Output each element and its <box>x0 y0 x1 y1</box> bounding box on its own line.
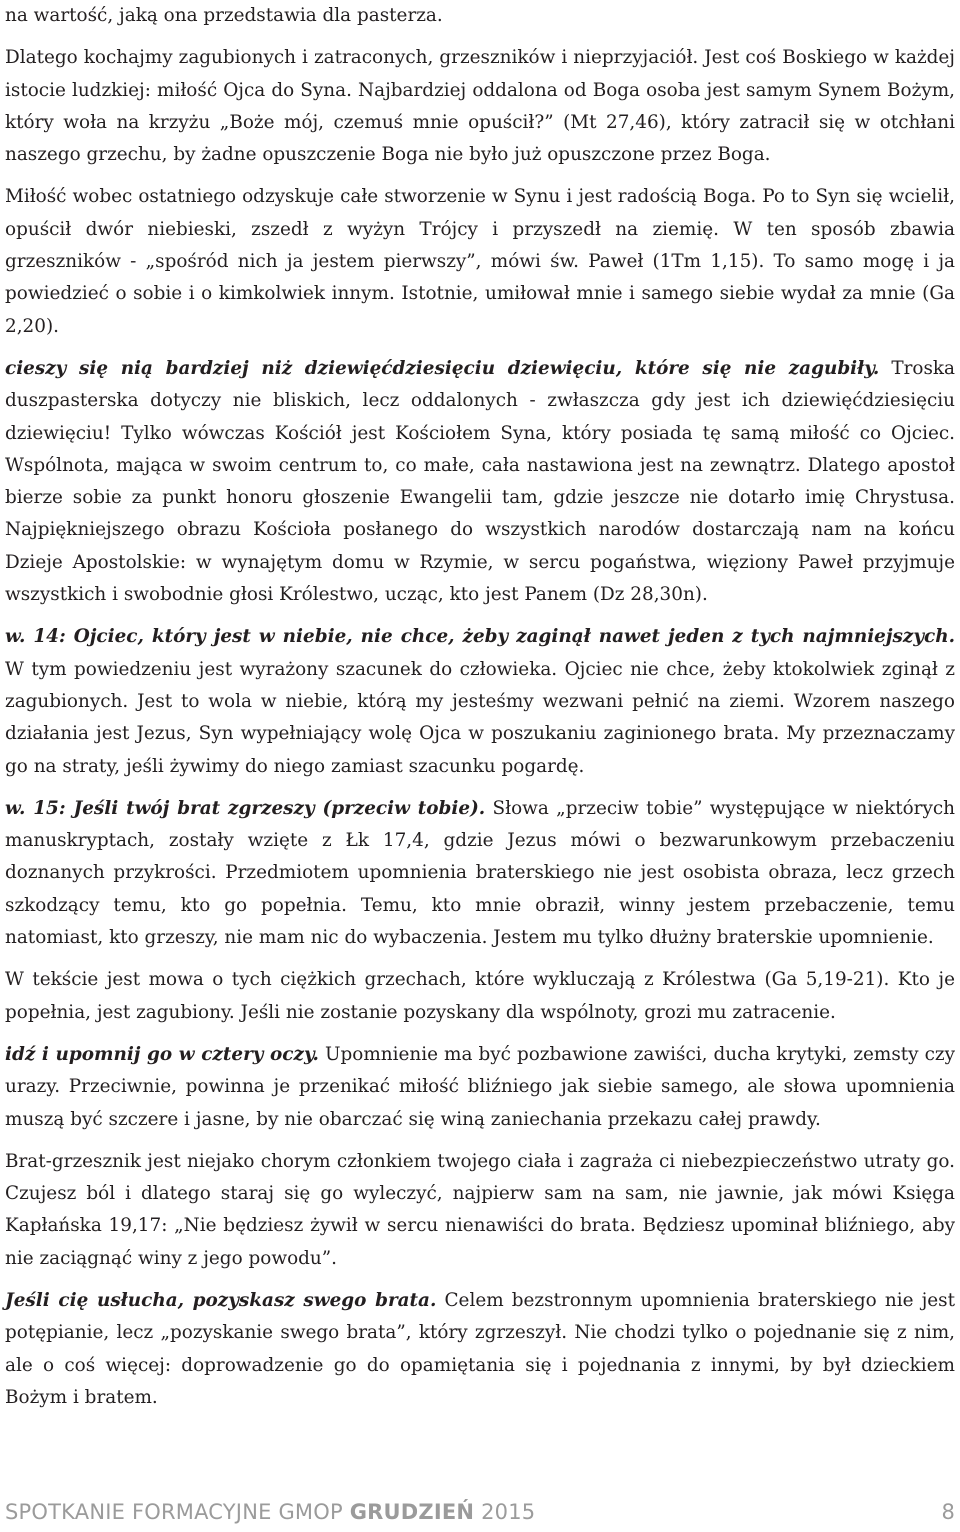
paragraph-lead: idź i upomnij go w cztery oczy. <box>5 1043 319 1065</box>
paragraph-text: Miłość wobec ostatniego odzyskuje całe stworzenie w Synu i jest radością Boga. Po to Syn się wcielił, opuścił dwór niebieski, zszedł z wyżyn Trójcy i przyszedł na ziemię. W ten sposób zbawia grzeszników - „spośród nich ja jestem pierwszy”, mówi św. Paweł (1Tm 1,15). To samo mogę i ja powiedzieć o sobie i o kimkolwiek innym. Istotnie, umiłował mnie i samego siebie wydał za mnie (Ga 2,20). <box>5 186 955 337</box>
paragraph <box>5 793 955 954</box>
paragraph <box>5 181 955 342</box>
paragraph-text: Troska duszpasterska dotyczy nie bliskich, lecz oddalonych - zwłaszcza gdy jest ich dziewięćdziesięciu dziewięciu! Tylko wówczas Kościół jest Kościołem Syna, który posiada tę samą miłość co Ojciec. Wspólnota, mająca w swoim centrum to, co małe, cała nastawiona jest na zewnątrz. Dlatego apostoł bierze sobie za punkt honoru głoszenie Ewangelii tam, gdzie jeszcze nie dotarło imię Chrystusa. Najpiękniejszego obrazu Kościoła posłanego do wszystkich narodów dostarczają nam na końcu Dzieje Apostolskie: w wynajętym domu w Rzymie, w sercu pogaństwa, więziony Paweł przyjmuje wszystkich i swobodnie głosi Królestwo, ucząc, kto jest Panem (Dz 28,30n). <box>5 357 955 606</box>
paragraph-lead: cieszy się nią bardziej niż dziewięćdziesięciu dziewięciu, które się nie zagubiły. <box>5 357 880 379</box>
paragraph-lead: Jeśli cię usłucha, pozyskasz swego brata. <box>5 1289 437 1311</box>
paragraph-text: na wartość, jaką ona przedstawia dla pasterza. <box>5 5 443 26</box>
paragraph-text: Celem bezstronnym upomnienia braterskiego nie jest potępianie, lecz „pozyskanie swego brata”, który zgrzeszył. Nie chodzi tylko o pojednanie się z nim, ale o coś więcej: doprowadzenie go do opamiętania się i pojednania z innymi, by był dzieckiem Bożym i bratem. <box>5 1289 955 1408</box>
paragraph <box>5 0 955 32</box>
paragraph <box>5 42 955 171</box>
paragraph-text: W tekście jest mowa o tych ciężkich grzechach, które wykluczają z Królestwa (Ga 5,19-21). Kto je popełnia, jest zagubiony. Jeśli nie zostanie pozyskany dla wspólnoty, grozi mu zatracenie. <box>5 969 955 1023</box>
paragraph-text: Upomnienie ma być pozbawione zawiści, ducha krytyki, zemsty czy urazy. Przeciwnie, powinna je przenikać miłość bliźniego jak siebie samego, ale słowa upomnienia muszą być szczere i jasne, by nie obarczać się winą zaniechania przekazu całej prawdy. <box>5 1043 955 1130</box>
paragraph-text: W tym powiedzeniu jest wyrażony szacunek do człowieka. Ojciec nie chce, żeby ktokolwiek zginął z zagubionych. Jest to wola w niebie, którą my jesteśmy wezwani pełnić na ziemi. Wzorem naszego działania jest Jezus, Syn wypełniający wolę Ojca w poszukaniu zaginionego brata. My przeznaczamy go na straty, jeśli żywimy do niego zamiast szacunku pogardę. <box>5 658 955 777</box>
paragraph-text: Słowa „przeciw tobie” występujące w niektórych manuskryptach, zostały wzięte z Łk 17,4, gdzie Jezus mówi o bezwarunkowym przebaczeniu doznanych przykrości. Przedmiotem upomnienia braterskiego nie jest osobista obraza, lecz grzech szkodzący temu, kto go popełnia. Temu, kto mnie obraził, winny jestem przebaczenie, temu natomiast, kto grzeszy, nie mam nic do wybaczenia. Jestem mu tylko dłużny braterskie upomnienie. <box>5 797 955 949</box>
paragraph <box>5 1285 955 1414</box>
paragraph-text: Brat-grzesznik jest niejako chorym członkiem twojego ciała i zagraża ci niebezpieczeństwo utraty go. Czujesz ból i dlatego staraj się go wyleczyć, najpierw sam na sam, nie jawnie, jak mówi Księga Kapłańska 19,17: „Nie będziesz żywił w sercu nienawiści do brata. Będziesz upominał bliźniego, aby nie zaciągnąć winy z jego powodu”. <box>5 1150 955 1269</box>
footer-month: GRUDZIEŃ <box>349 1500 475 1524</box>
paragraph-text: Dlatego kochajmy zagubionych i zatraconych, grzeszników i nieprzyjaciół. Jest coś Boskiego w każdej istocie ludzkiej: miłość Ojca do Syna. Najbardziej oddalona od Boga osoba jest samym Synem Bożym, który woła na krzyżu „Boże mój, czemuś mnie opuścił?” (Mt 27,46), który zatracił się w otchłani naszego grzechu, by żadne opuszczenie Boga nie było już opuszczone przez Boga. <box>5 47 955 166</box>
footer-publication: SPOTKANIE FORMACYJNE GMOP <box>5 1500 343 1524</box>
footer-title <box>5 1500 535 1524</box>
article-body <box>5 0 955 1424</box>
page-number: 8 <box>941 1500 955 1524</box>
paragraph <box>5 1146 955 1275</box>
paragraph <box>5 1039 955 1136</box>
footer-year: 2015 <box>481 1500 536 1524</box>
page-footer <box>5 1497 955 1527</box>
paragraph-lead: w. 15: Jeśli twój brat zgrzeszy (przeciw tobie). <box>5 797 486 819</box>
paragraph <box>5 621 955 782</box>
paragraph <box>5 964 955 1029</box>
paragraph <box>5 353 955 611</box>
paragraph-lead: w. 14: Ojciec, który jest w niebie, nie chce, żeby zaginął nawet jeden z tych najmniejszych. <box>5 626 955 648</box>
